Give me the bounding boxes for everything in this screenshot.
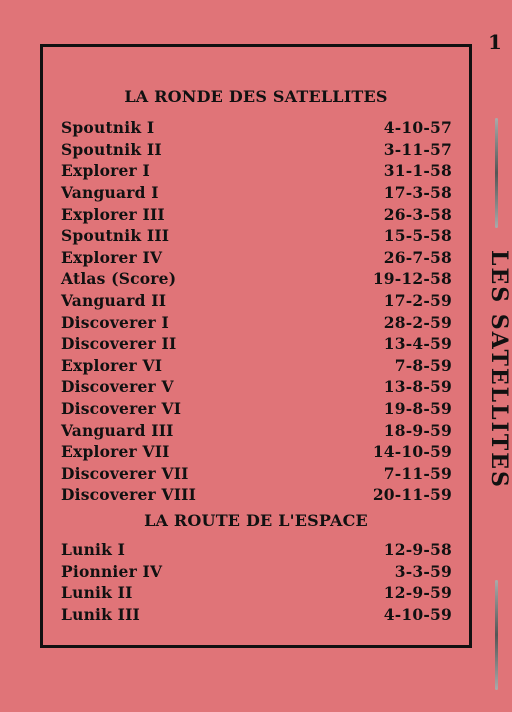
list-item	[61, 333, 452, 355]
launch-date: 4-10-57	[383, 118, 452, 138]
satellite-name: Discoverer II	[61, 334, 177, 354]
satellite-name: Explorer VII	[61, 442, 170, 462]
list-item	[61, 441, 452, 463]
satellite-name: Explorer I	[61, 161, 150, 181]
launch-date: 12-9-59	[383, 583, 452, 603]
satellite-name: Discoverer V	[61, 377, 174, 397]
launch-date: 18-9-59	[383, 420, 452, 440]
launch-date: 15-5-58	[383, 226, 452, 246]
launch-date: 4-10-59	[383, 605, 452, 625]
staple	[495, 118, 498, 228]
satellite-name: Spoutnik III	[61, 226, 170, 246]
launch-date: 28-2-59	[383, 312, 452, 332]
launch-date: 13-4-59	[383, 334, 452, 354]
list-item	[61, 604, 452, 626]
list-item	[61, 419, 452, 441]
launch-date: 31-1-58	[383, 161, 452, 181]
launch-date: 3-11-57	[383, 139, 452, 159]
list-item	[61, 398, 452, 420]
satellite-name: Spoutnik II	[61, 139, 162, 159]
list-item	[61, 182, 452, 204]
launch-date: 19-12-58	[372, 269, 452, 289]
list-item	[61, 463, 452, 485]
list-item	[61, 160, 452, 182]
section-title-space-route: LA ROUTE DE L'ESPACE	[144, 511, 368, 530]
list-item	[61, 561, 452, 583]
list-item	[61, 311, 452, 333]
satellite-name: Atlas (Score)	[61, 269, 177, 289]
list-item	[61, 484, 452, 506]
launch-date: 17-2-59	[383, 291, 452, 311]
list-item	[61, 225, 452, 247]
satellite-name: Discoverer VI	[61, 399, 182, 419]
satellite-name: Explorer III	[61, 204, 165, 224]
list-item	[61, 355, 452, 377]
section-title-satellites: LA RONDE DES SATELLITES	[124, 87, 388, 106]
satellites-list	[61, 117, 452, 506]
launch-date: 13-8-59	[383, 377, 452, 397]
satellite-name: Lunik II	[61, 583, 133, 603]
satellite-name: Lunik III	[61, 605, 141, 625]
launch-date: 19-8-59	[383, 399, 452, 419]
list-item	[61, 203, 452, 225]
satellite-name: Discoverer VII	[61, 463, 189, 483]
satellite-name: Explorer IV	[61, 247, 163, 267]
satellite-name: Lunik I	[61, 540, 126, 560]
list-item	[61, 139, 452, 161]
satellite-name: Explorer VI	[61, 355, 163, 375]
list-item	[61, 247, 452, 269]
list-item	[61, 582, 452, 604]
satellite-name: Discoverer I	[61, 312, 169, 332]
list-item	[61, 268, 452, 290]
launch-date: 26-7-58	[383, 247, 452, 267]
page-number: 1	[488, 30, 502, 54]
satellite-name: Pionnier IV	[61, 561, 163, 581]
satellite-name: Vanguard II	[61, 291, 167, 311]
launch-date: 20-11-59	[372, 485, 452, 505]
list-item	[61, 376, 452, 398]
staple	[495, 580, 498, 690]
launch-date: 7-11-59	[383, 463, 452, 483]
launch-date: 17-3-58	[383, 183, 452, 203]
content-frame	[40, 44, 472, 648]
satellite-name: Vanguard III	[61, 420, 174, 440]
satellite-name: Vanguard I	[61, 183, 159, 203]
launch-date: 3-3-59	[394, 561, 452, 581]
space-route-list	[61, 539, 452, 625]
launch-date: 26-3-58	[383, 204, 452, 224]
satellite-name: Discoverer VIII	[61, 485, 197, 505]
list-item	[61, 539, 452, 561]
satellite-name: Spoutnik I	[61, 118, 155, 138]
list-item	[61, 117, 452, 139]
launch-date: 14-10-59	[372, 442, 452, 462]
spine-title: LES SATELLITES	[486, 250, 512, 489]
list-item	[61, 290, 452, 312]
launch-date: 7-8-59	[394, 355, 452, 375]
launch-date: 12-9-58	[383, 540, 452, 560]
